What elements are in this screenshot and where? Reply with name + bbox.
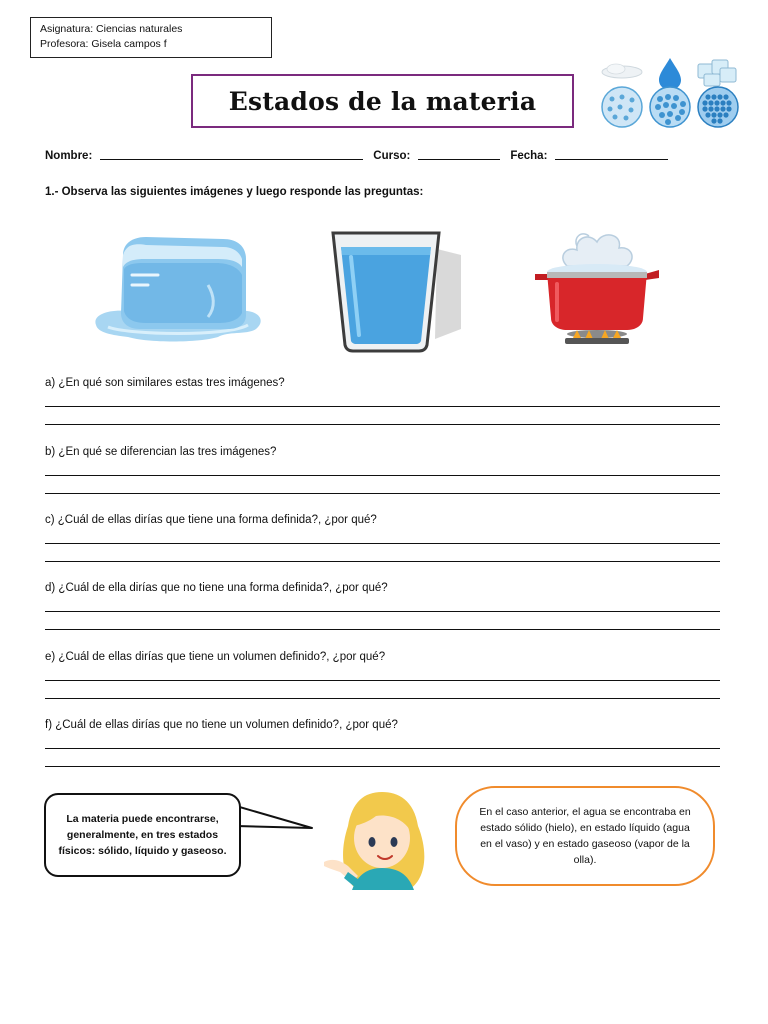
date-label: Fecha: [510, 150, 548, 162]
answer-line[interactable] [45, 406, 720, 407]
answer-line[interactable] [45, 493, 720, 494]
speech-bubble [44, 793, 241, 877]
solid-particles-icon [698, 87, 738, 127]
answer-line[interactable] [45, 748, 720, 749]
answer-line[interactable] [45, 561, 720, 562]
question-b: b) ¿En qué se diferencian las tres imágenes? [45, 446, 277, 458]
course-blank[interactable] [418, 148, 500, 160]
states-of-matter-icons [598, 54, 744, 130]
name-blank[interactable] [100, 148, 363, 160]
liquid-particles-icon [650, 87, 690, 127]
speech-bubble-tail [236, 800, 316, 840]
answer-line[interactable] [45, 543, 720, 544]
ice-cubes-icon [698, 60, 736, 86]
date-blank[interactable] [555, 148, 668, 160]
subject-label: Asignatura: Ciencias naturales [40, 23, 183, 35]
student-fields-row [45, 144, 725, 162]
teacher-label: Profesora: Gisela campos f [40, 38, 167, 50]
gas-particles-icon [602, 87, 642, 127]
question-d: d) ¿Cuál de ella dirías que no tiene una forma definida?, ¿por qué? [45, 582, 388, 594]
boiling-pot-image [527, 222, 667, 350]
ice-cube-image [88, 225, 268, 350]
instruction-text: 1.- Observa las siguientes imágenes y luego responde las preguntas: [45, 186, 424, 198]
answer-line[interactable] [45, 424, 720, 425]
speech-bubble-text: La materia puede encontrarse, generalmente, en tres estados físicos: sólido, líquido y gaseoso. [58, 813, 227, 857]
explanation-box [455, 786, 715, 886]
vapor-icon [602, 64, 642, 78]
water-drop-icon [659, 58, 681, 90]
title-box [191, 74, 574, 128]
question-a: a) ¿En qué son similares estas tres imágenes? [45, 377, 285, 389]
explanation-text: En el caso anterior, el agua se encontraba en estado sólido (hielo), en estado líquido (agua en el vaso) y en estado gaseoso (vapor de la olla). [479, 806, 691, 866]
answer-line[interactable] [45, 680, 720, 681]
question-e: e) ¿Cuál de ellas dirías que tiene un volumen definido?, ¿por qué? [45, 651, 386, 663]
answer-line[interactable] [45, 611, 720, 612]
answer-line[interactable] [45, 698, 720, 699]
answer-line[interactable] [45, 629, 720, 630]
header-box [30, 17, 272, 58]
question-c: c) ¿Cuál de ellas dirías que tiene una forma definida?, ¿por qué? [45, 514, 377, 526]
answer-line[interactable] [45, 766, 720, 767]
answer-line[interactable] [45, 475, 720, 476]
course-label: Curso: [373, 150, 411, 162]
glass-of-water-image [325, 225, 465, 353]
worksheet-title: Estados de la materia [228, 86, 537, 116]
name-label: Nombre: [45, 150, 93, 162]
question-f: f) ¿Cuál de ellas dirías que no tiene un volumen definido?, ¿por qué? [45, 719, 398, 731]
girl-illustration [318, 786, 444, 896]
